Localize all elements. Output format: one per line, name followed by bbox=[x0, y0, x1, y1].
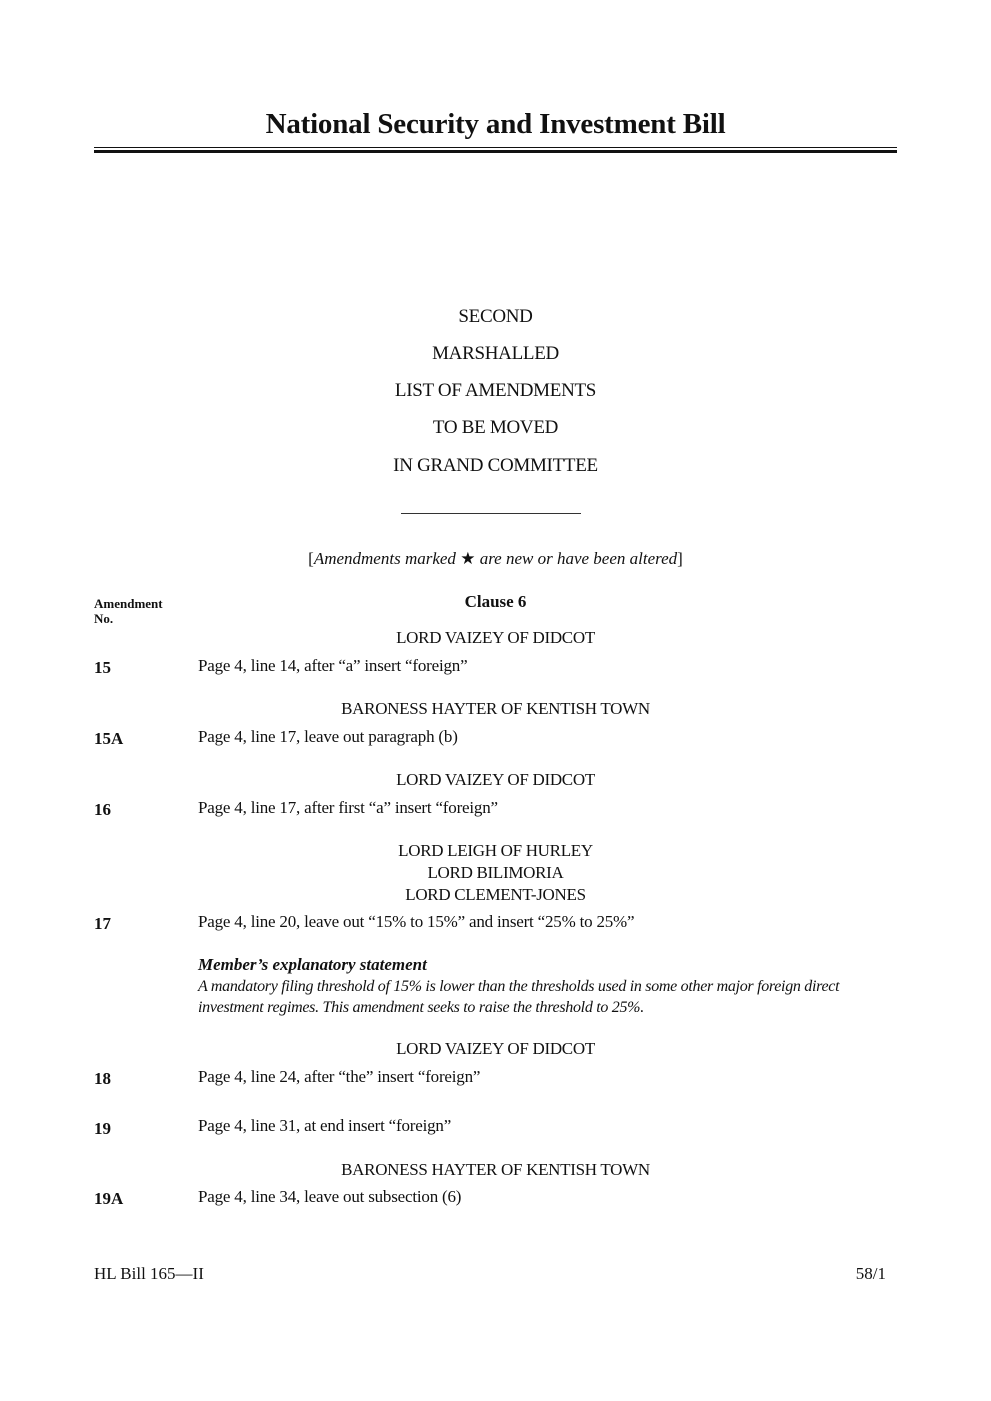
member-name: LORD BILIMORIA bbox=[427, 863, 564, 882]
heading-line-3: LIST OF AMENDMENTS bbox=[394, 380, 597, 401]
note-text-before: Amendments marked bbox=[313, 549, 461, 568]
bill-reference: HL Bill 165—II bbox=[94, 1264, 204, 1283]
amendment-text: Page 4, line 17, after first “a” insert “foreign” bbox=[198, 798, 498, 817]
amendment-number-column-header bbox=[94, 596, 163, 626]
amendment-number: 18 bbox=[94, 1069, 111, 1088]
member-name: LORD LEIGH OF HURLEY bbox=[398, 841, 593, 860]
column-header-line-1: Amendment bbox=[94, 596, 163, 611]
column-header-line-2: No. bbox=[94, 611, 114, 626]
amendment-number: 15A bbox=[94, 729, 124, 748]
member-name: LORD VAIZEY OF DIDCOT bbox=[396, 770, 595, 789]
note-close-bracket: ] bbox=[677, 549, 683, 568]
amendment-text: Page 4, line 20, leave out “15% to 15%” and insert “25% to 25%” bbox=[198, 912, 635, 931]
heading-line-1: SECOND bbox=[458, 306, 533, 327]
amendment-number: 16 bbox=[94, 800, 111, 819]
heading-line-4: TO BE MOVED bbox=[432, 417, 559, 438]
member-name: LORD VAIZEY OF DIDCOT bbox=[396, 628, 595, 647]
member-name: LORD VAIZEY OF DIDCOT bbox=[396, 1039, 595, 1058]
member-name: BARONESS HAYTER OF KENTISH TOWN bbox=[341, 699, 650, 718]
note-open-bracket: [ bbox=[308, 549, 314, 568]
title-rule-thick bbox=[94, 150, 897, 153]
document-title: National Security and Investment Bill bbox=[265, 108, 726, 140]
amendment-number: 19 bbox=[94, 1119, 111, 1138]
star-icon: ★ bbox=[460, 549, 476, 568]
explanatory-statement-title: Member’s explanatory statement bbox=[198, 955, 427, 974]
heading-line-5: IN GRAND COMMITTEE bbox=[393, 455, 598, 476]
title-rule-thin bbox=[94, 147, 897, 148]
amendment-text: Page 4, line 24, after “the” insert “foreign” bbox=[198, 1067, 481, 1086]
amendment-text: Page 4, line 14, after “a” insert “foreign” bbox=[198, 656, 468, 675]
member-name: LORD CLEMENT-JONES bbox=[405, 885, 586, 904]
amendment-text: Page 4, line 34, leave out subsection (6) bbox=[198, 1187, 462, 1206]
note-text-after: are new or have been altered bbox=[475, 549, 678, 568]
amendment-number: 15 bbox=[94, 658, 111, 677]
member-name: BARONESS HAYTER OF KENTISH TOWN bbox=[341, 1160, 650, 1179]
amendment-text: Page 4, line 31, at end insert “foreign” bbox=[198, 1116, 452, 1135]
page-reference: 58/1 bbox=[855, 1264, 886, 1283]
explanatory-statement-body: A mandatory filing threshold of 15% is lower than the thresholds used in some other major foreign direct investment regimes. This amendment seeks to raise the threshold to 25%. bbox=[198, 978, 840, 1016]
amendment-number: 19A bbox=[94, 1189, 124, 1208]
heading-line-2: MARSHALLED bbox=[432, 343, 559, 364]
amendment-number: 17 bbox=[94, 914, 111, 933]
amendment-text: Page 4, line 17, leave out paragraph (b) bbox=[198, 727, 458, 746]
heading-separator bbox=[401, 513, 581, 514]
amendment-note bbox=[94, 549, 897, 569]
clause-heading: Clause 6 bbox=[464, 592, 527, 611]
